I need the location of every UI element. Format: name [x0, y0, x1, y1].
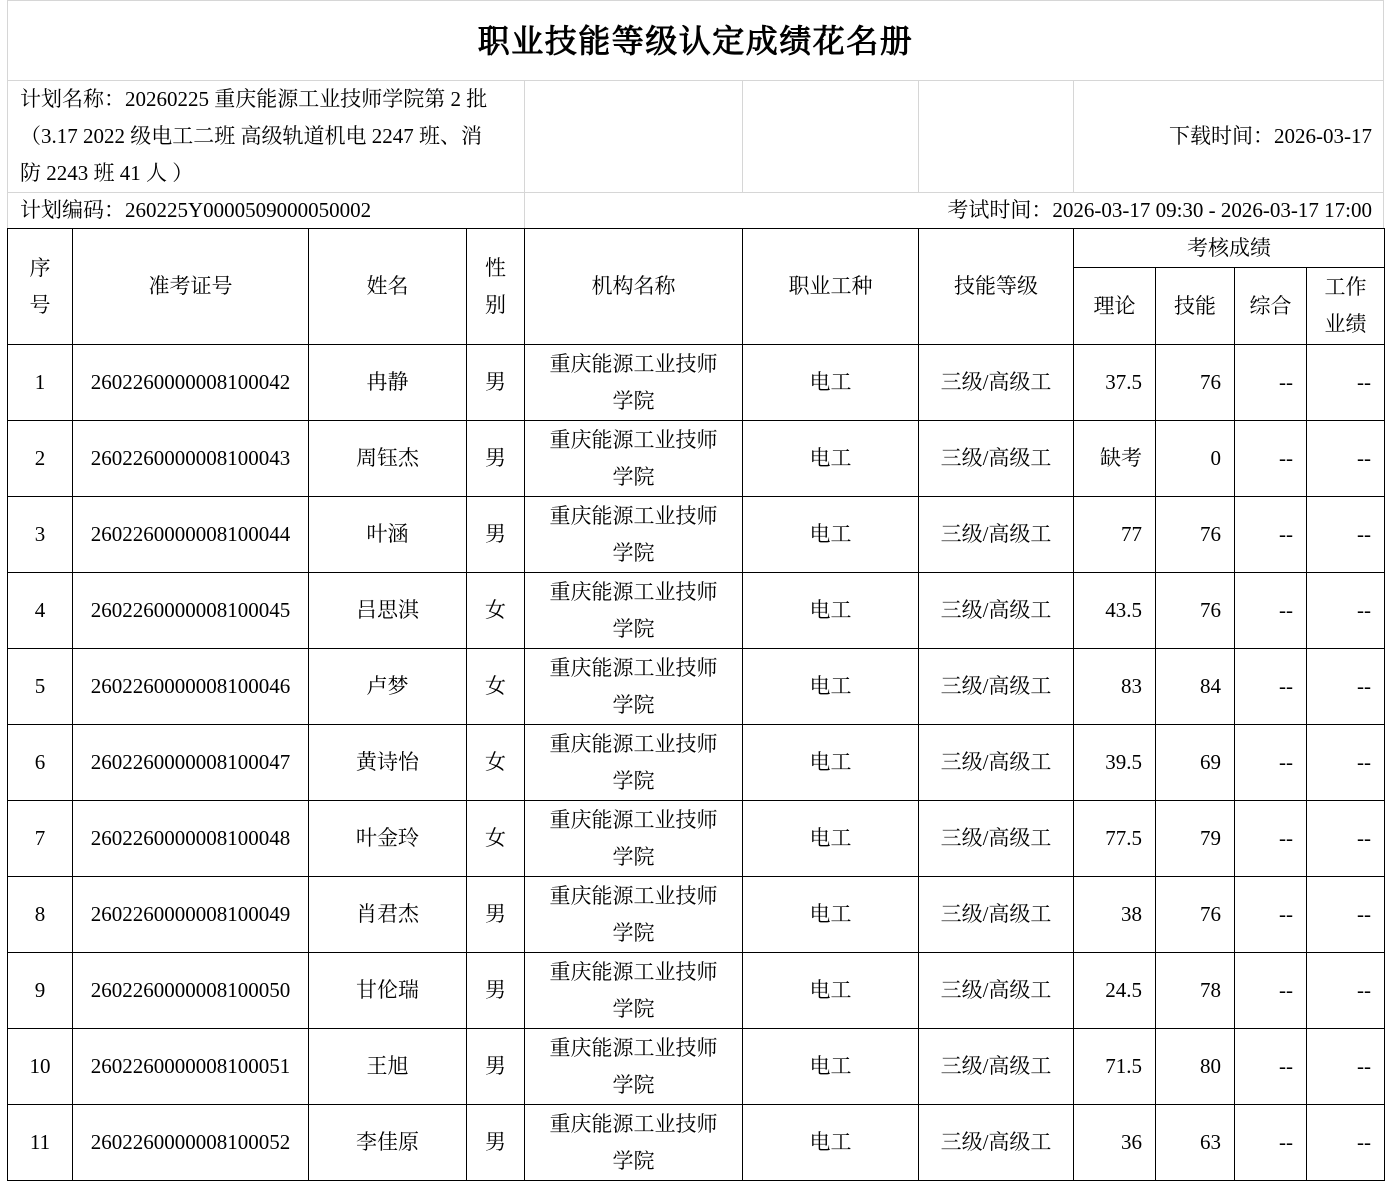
- name-cell: 卢梦: [309, 649, 467, 725]
- theory-score-cell: 77: [1074, 497, 1156, 573]
- title-row: [7, 0, 1384, 81]
- name-cell: 叶涵: [309, 497, 467, 573]
- ticket-number-cell: 2602260000008100052: [73, 1105, 309, 1181]
- seq-cell: 7: [8, 801, 73, 877]
- skill-level-cell: 三级/高级工: [919, 1105, 1074, 1181]
- institution-cell: [525, 953, 743, 1029]
- institution-cell: [525, 421, 743, 497]
- plan-name-value: 20260225 重庆能源工业技师学院第 2 批（3.17 2022 级电工二班 高级轨道机电 2247 班、消防 2243 班 41 人 ）: [20, 87, 488, 185]
- plan-code-row: [7, 193, 1384, 228]
- name-cell: 甘伦瑞: [309, 953, 467, 1029]
- skill-level-cell: 三级/高级工: [919, 345, 1074, 421]
- col-header-gender-label: 性别: [485, 255, 506, 317]
- gender-cell: 女: [467, 725, 525, 801]
- col-header-performance: [1307, 268, 1385, 345]
- skill-level-cell: 三级/高级工: [919, 877, 1074, 953]
- plan-name-text: [20, 81, 496, 192]
- gender-cell: 男: [467, 953, 525, 1029]
- theory-score-cell: 83: [1074, 649, 1156, 725]
- institution-name: 重庆能源工业技师学院: [549, 731, 718, 793]
- performance-score-cell: --: [1307, 1105, 1385, 1181]
- performance-score-cell: --: [1307, 497, 1385, 573]
- table-row: [8, 1105, 1385, 1181]
- ticket-number-cell: 2602260000008100048: [73, 801, 309, 877]
- col-header-skill: 技能: [1156, 268, 1235, 345]
- overall-score-cell: --: [1235, 497, 1307, 573]
- seq-cell: 5: [8, 649, 73, 725]
- theory-score-cell: 38: [1074, 877, 1156, 953]
- col-header-skill-level: 技能等级: [919, 229, 1074, 345]
- ticket-number-cell: 2602260000008100049: [73, 877, 309, 953]
- skill-score-cell: 78: [1156, 953, 1235, 1029]
- skill-level-cell: 三级/高级工: [919, 497, 1074, 573]
- institution-cell: [525, 801, 743, 877]
- download-time-value: 2026-03-17: [1274, 124, 1372, 148]
- institution-cell: [525, 725, 743, 801]
- overall-score-cell: --: [1235, 421, 1307, 497]
- institution-cell: [525, 877, 743, 953]
- skill-score-cell: 63: [1156, 1105, 1235, 1181]
- performance-score-cell: --: [1307, 649, 1385, 725]
- institution-cell: [525, 649, 743, 725]
- name-cell: 王旭: [309, 1029, 467, 1105]
- skill-level-cell: 三级/高级工: [919, 649, 1074, 725]
- exam-time-cell: [525, 193, 1383, 228]
- exam-time-value: 2026-03-17 09:30 - 2026-03-17 17:00: [1052, 198, 1372, 222]
- name-cell: 周钰杰: [309, 421, 467, 497]
- ticket-number-cell: 2602260000008100045: [73, 573, 309, 649]
- overall-score-cell: --: [1235, 801, 1307, 877]
- institution-cell: [525, 497, 743, 573]
- exam-time-label: 考试时间：: [947, 198, 1053, 222]
- seq-cell: 8: [8, 877, 73, 953]
- seq-cell: 9: [8, 953, 73, 1029]
- institution-name: 重庆能源工业技师学院: [549, 351, 718, 413]
- skill-score-cell: 76: [1156, 345, 1235, 421]
- occupation-cell: 电工: [743, 649, 919, 725]
- institution-name: 重庆能源工业技师学院: [549, 427, 718, 489]
- header-row: [8, 229, 1385, 268]
- institution-name: 重庆能源工业技师学院: [549, 1035, 718, 1097]
- occupation-cell: 电工: [743, 1105, 919, 1181]
- gender-cell: 女: [467, 573, 525, 649]
- skill-score-cell: 69: [1156, 725, 1235, 801]
- table-row: [8, 573, 1385, 649]
- skill-score-cell: 84: [1156, 649, 1235, 725]
- empty-cell: [743, 81, 919, 192]
- download-time-cell: [1074, 81, 1383, 192]
- seq-cell: 10: [8, 1029, 73, 1105]
- seq-cell: 11: [8, 1105, 73, 1181]
- gender-cell: 女: [467, 649, 525, 725]
- overall-score-cell: --: [1235, 345, 1307, 421]
- overall-score-cell: --: [1235, 1105, 1307, 1181]
- institution-cell: [525, 1105, 743, 1181]
- occupation-cell: 电工: [743, 421, 919, 497]
- gender-cell: 男: [467, 877, 525, 953]
- table-row: [8, 877, 1385, 953]
- seq-cell: 6: [8, 725, 73, 801]
- theory-score-cell: 36: [1074, 1105, 1156, 1181]
- plan-code-value: 260225Y0000509000050002: [125, 198, 372, 222]
- table-row: [8, 649, 1385, 725]
- performance-score-cell: --: [1307, 1029, 1385, 1105]
- performance-score-cell: --: [1307, 421, 1385, 497]
- name-cell: 肖君杰: [309, 877, 467, 953]
- col-header-occupation: 职业工种: [743, 229, 919, 345]
- overall-score-cell: --: [1235, 725, 1307, 801]
- ticket-number-cell: 2602260000008100047: [73, 725, 309, 801]
- score-table: [7, 228, 1385, 1181]
- institution-name: 重庆能源工业技师学院: [549, 807, 718, 869]
- overall-score-cell: --: [1235, 1029, 1307, 1105]
- table-row: [8, 345, 1385, 421]
- seq-cell: 4: [8, 573, 73, 649]
- col-header-assessment-scores: 考核成绩: [1074, 229, 1385, 268]
- theory-score-cell: 37.5: [1074, 345, 1156, 421]
- gender-cell: 男: [467, 421, 525, 497]
- skill-level-cell: 三级/高级工: [919, 801, 1074, 877]
- institution-name: 重庆能源工业技师学院: [549, 883, 718, 945]
- skill-score-cell: 80: [1156, 1029, 1235, 1105]
- col-header-institution: 机构名称: [525, 229, 743, 345]
- overall-score-cell: --: [1235, 573, 1307, 649]
- institution-name: 重庆能源工业技师学院: [549, 959, 718, 1021]
- overall-score-cell: --: [1235, 953, 1307, 1029]
- occupation-cell: 电工: [743, 497, 919, 573]
- ticket-number-cell: 2602260000008100042: [73, 345, 309, 421]
- overall-score-cell: --: [1235, 649, 1307, 725]
- col-header-overall: 综合: [1235, 268, 1307, 345]
- table-header: [8, 229, 1385, 345]
- performance-score-cell: --: [1307, 725, 1385, 801]
- ticket-number-cell: 2602260000008100046: [73, 649, 309, 725]
- table-row: [8, 725, 1385, 801]
- table-row: [8, 1029, 1385, 1105]
- skill-level-cell: 三级/高级工: [919, 1029, 1074, 1105]
- gender-cell: 女: [467, 801, 525, 877]
- institution-cell: [525, 1029, 743, 1105]
- performance-score-cell: --: [1307, 953, 1385, 1029]
- col-header-seq-label: 序号: [29, 255, 51, 317]
- plan-code-cell: [8, 193, 525, 228]
- theory-score-cell: 24.5: [1074, 953, 1156, 1029]
- skill-level-cell: 三级/高级工: [919, 421, 1074, 497]
- col-header-gender: [467, 229, 525, 345]
- institution-cell: [525, 573, 743, 649]
- occupation-cell: 电工: [743, 801, 919, 877]
- occupation-cell: 电工: [743, 725, 919, 801]
- name-cell: 李佳原: [309, 1105, 467, 1181]
- occupation-cell: 电工: [743, 573, 919, 649]
- skill-score-cell: 76: [1156, 877, 1235, 953]
- seq-cell: 3: [8, 497, 73, 573]
- table-body: [8, 345, 1385, 1181]
- performance-score-cell: --: [1307, 801, 1385, 877]
- col-header-seq: [8, 229, 73, 345]
- plan-info-row: [7, 81, 1384, 193]
- gender-cell: 男: [467, 1105, 525, 1181]
- theory-score-cell: 77.5: [1074, 801, 1156, 877]
- gender-cell: 男: [467, 1029, 525, 1105]
- occupation-cell: 电工: [743, 1029, 919, 1105]
- institution-name: 重庆能源工业技师学院: [549, 503, 718, 565]
- col-header-ticket-number: 准考证号: [73, 229, 309, 345]
- institution-name: 重庆能源工业技师学院: [549, 1111, 718, 1173]
- performance-score-cell: --: [1307, 345, 1385, 421]
- skill-score-cell: 76: [1156, 497, 1235, 573]
- empty-cell: [525, 81, 743, 192]
- skill-level-cell: 三级/高级工: [919, 953, 1074, 1029]
- plan-name-label: 计划名称：: [20, 87, 125, 111]
- institution-name: 重庆能源工业技师学院: [549, 579, 718, 641]
- page-title: 职业技能等级认定成绩花名册: [477, 22, 914, 59]
- skill-level-cell: 三级/高级工: [919, 573, 1074, 649]
- skill-score-cell: 79: [1156, 801, 1235, 877]
- overall-score-cell: --: [1235, 877, 1307, 953]
- table-row: [8, 953, 1385, 1029]
- skill-level-cell: 三级/高级工: [919, 725, 1074, 801]
- name-cell: 吕思淇: [309, 573, 467, 649]
- gender-cell: 男: [467, 345, 525, 421]
- ticket-number-cell: 2602260000008100051: [73, 1029, 309, 1105]
- seq-cell: 1: [8, 345, 73, 421]
- theory-score-cell: 43.5: [1074, 573, 1156, 649]
- download-time-label: 下载时间：: [1169, 124, 1274, 148]
- theory-score-cell: 缺考: [1074, 421, 1156, 497]
- occupation-cell: 电工: [743, 345, 919, 421]
- table-row: [8, 497, 1385, 573]
- table-row: [8, 421, 1385, 497]
- skill-score-cell: 76: [1156, 573, 1235, 649]
- ticket-number-cell: 2602260000008100050: [73, 953, 309, 1029]
- theory-score-cell: 71.5: [1074, 1029, 1156, 1105]
- occupation-cell: 电工: [743, 877, 919, 953]
- performance-score-cell: --: [1307, 877, 1385, 953]
- name-cell: 冉静: [309, 345, 467, 421]
- performance-score-cell: --: [1307, 573, 1385, 649]
- occupation-cell: 电工: [743, 953, 919, 1029]
- col-header-name: 姓名: [309, 229, 467, 345]
- institution-name: 重庆能源工业技师学院: [549, 655, 718, 717]
- name-cell: 叶金玲: [309, 801, 467, 877]
- theory-score-cell: 39.5: [1074, 725, 1156, 801]
- ticket-number-cell: 2602260000008100044: [73, 497, 309, 573]
- table-row: [8, 801, 1385, 877]
- plan-name-cell: [8, 81, 525, 192]
- ticket-number-cell: 2602260000008100043: [73, 421, 309, 497]
- col-header-theory: 理论: [1074, 268, 1156, 345]
- gender-cell: 男: [467, 497, 525, 573]
- col-header-performance-label: 工作业绩: [1324, 275, 1367, 336]
- seq-cell: 2: [8, 421, 73, 497]
- name-cell: 黄诗怡: [309, 725, 467, 801]
- plan-code-label: 计划编码：: [20, 198, 125, 222]
- institution-cell: [525, 345, 743, 421]
- skill-score-cell: 0: [1156, 421, 1235, 497]
- empty-cell: [919, 81, 1074, 192]
